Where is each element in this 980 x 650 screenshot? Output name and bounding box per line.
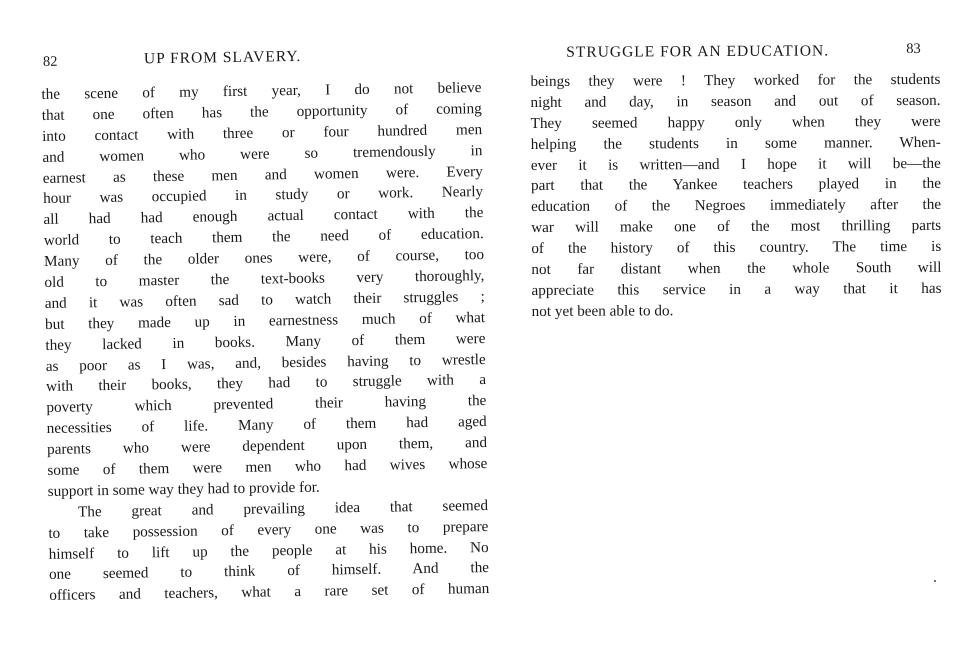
- text-line: officers and teachers, what a rare set of human: [49, 580, 490, 605]
- text-line: but they made up in earnestness much of what: [44, 308, 486, 333]
- text-line: They seemed happy only when they were: [530, 112, 941, 132]
- text-line: Many of the older ones were, of course, too: [43, 246, 485, 271]
- text-line: the scene of my first year, I do not believe: [41, 79, 482, 103]
- paragraph-start-line: The great and prevailing idea that seemed: [77, 496, 489, 521]
- text-line: ever it is written—and I hope it will be—the: [530, 154, 941, 174]
- text-line: support in some way they had to provide for.: [47, 478, 320, 500]
- text-line: and women who were so tremendously in: [42, 141, 483, 166]
- text-line: some of them were men who had wives whose: [47, 455, 488, 479]
- right-page: [530, 0, 943, 650]
- text-line: night and day, in season and out of season.: [530, 91, 941, 111]
- text-line: to take possession of every one was to prepare: [48, 517, 489, 542]
- right-page-text: [530, 70, 941, 323]
- text-line: not yet been able to do.: [531, 302, 674, 320]
- text-line: necessities of life. Many of them had aged: [46, 413, 487, 438]
- left-running-title: UP FROM SLAVERY.: [143, 47, 302, 68]
- left-page-number: 82: [42, 53, 58, 70]
- text-line: helping the students in some manner. When-: [530, 133, 941, 153]
- text-line: old to master the text-books very thoroughly,: [44, 267, 485, 291]
- text-line: education of the Negroes immediately after the: [531, 196, 942, 216]
- text-line: parents who were dependent upon them, and: [46, 434, 488, 459]
- text-line: they lacked in books. Many of them were: [45, 329, 486, 354]
- text-line: war will make one of the most thrilling parts: [531, 217, 942, 237]
- text-line: beings they were ! They worked for the students: [530, 70, 941, 90]
- left-page: [40, 0, 490, 650]
- text-line: into contact with three or four hundred men: [42, 120, 483, 145]
- right-page-number: 83: [906, 40, 921, 58]
- right-page-header: [530, 40, 940, 70]
- text-line: as poor as I was, and, besides having to wrestle: [45, 350, 486, 375]
- text-line: not far distant when the whole South will: [531, 258, 942, 279]
- text-line: with their books, they had to struggle with a: [45, 371, 487, 396]
- text-line: himself to lift up the people at his home. No: [48, 538, 489, 563]
- text-line: one seemed to think of himself. And the: [48, 559, 490, 584]
- text-line: appreciate this service in a way that it has: [531, 279, 942, 299]
- text-line: world to teach them the need of education.: [43, 225, 484, 250]
- text-line: of the history of this country. The time is: [531, 237, 942, 258]
- print-speck: [934, 580, 936, 582]
- text-line: and it was often sad to watch their struggles ;: [44, 287, 485, 312]
- left-page-text: [41, 78, 489, 607]
- text-line: all had had enough actual contact with the: [43, 204, 484, 229]
- text-line: part that the Yankee teachers played in the: [530, 175, 942, 195]
- text-line: hour was occupied in study or work. Nearly: [42, 183, 484, 208]
- left-page-header: [41, 39, 481, 70]
- text-line: that one often has the opportunity of coming: [41, 99, 482, 124]
- right-running-title: STRUGGLE FOR AN EDUCATION.: [566, 42, 830, 61]
- text-line: poverty which prevented their having the: [46, 392, 487, 417]
- text-line: earnest as these men and women were. Every: [42, 162, 483, 187]
